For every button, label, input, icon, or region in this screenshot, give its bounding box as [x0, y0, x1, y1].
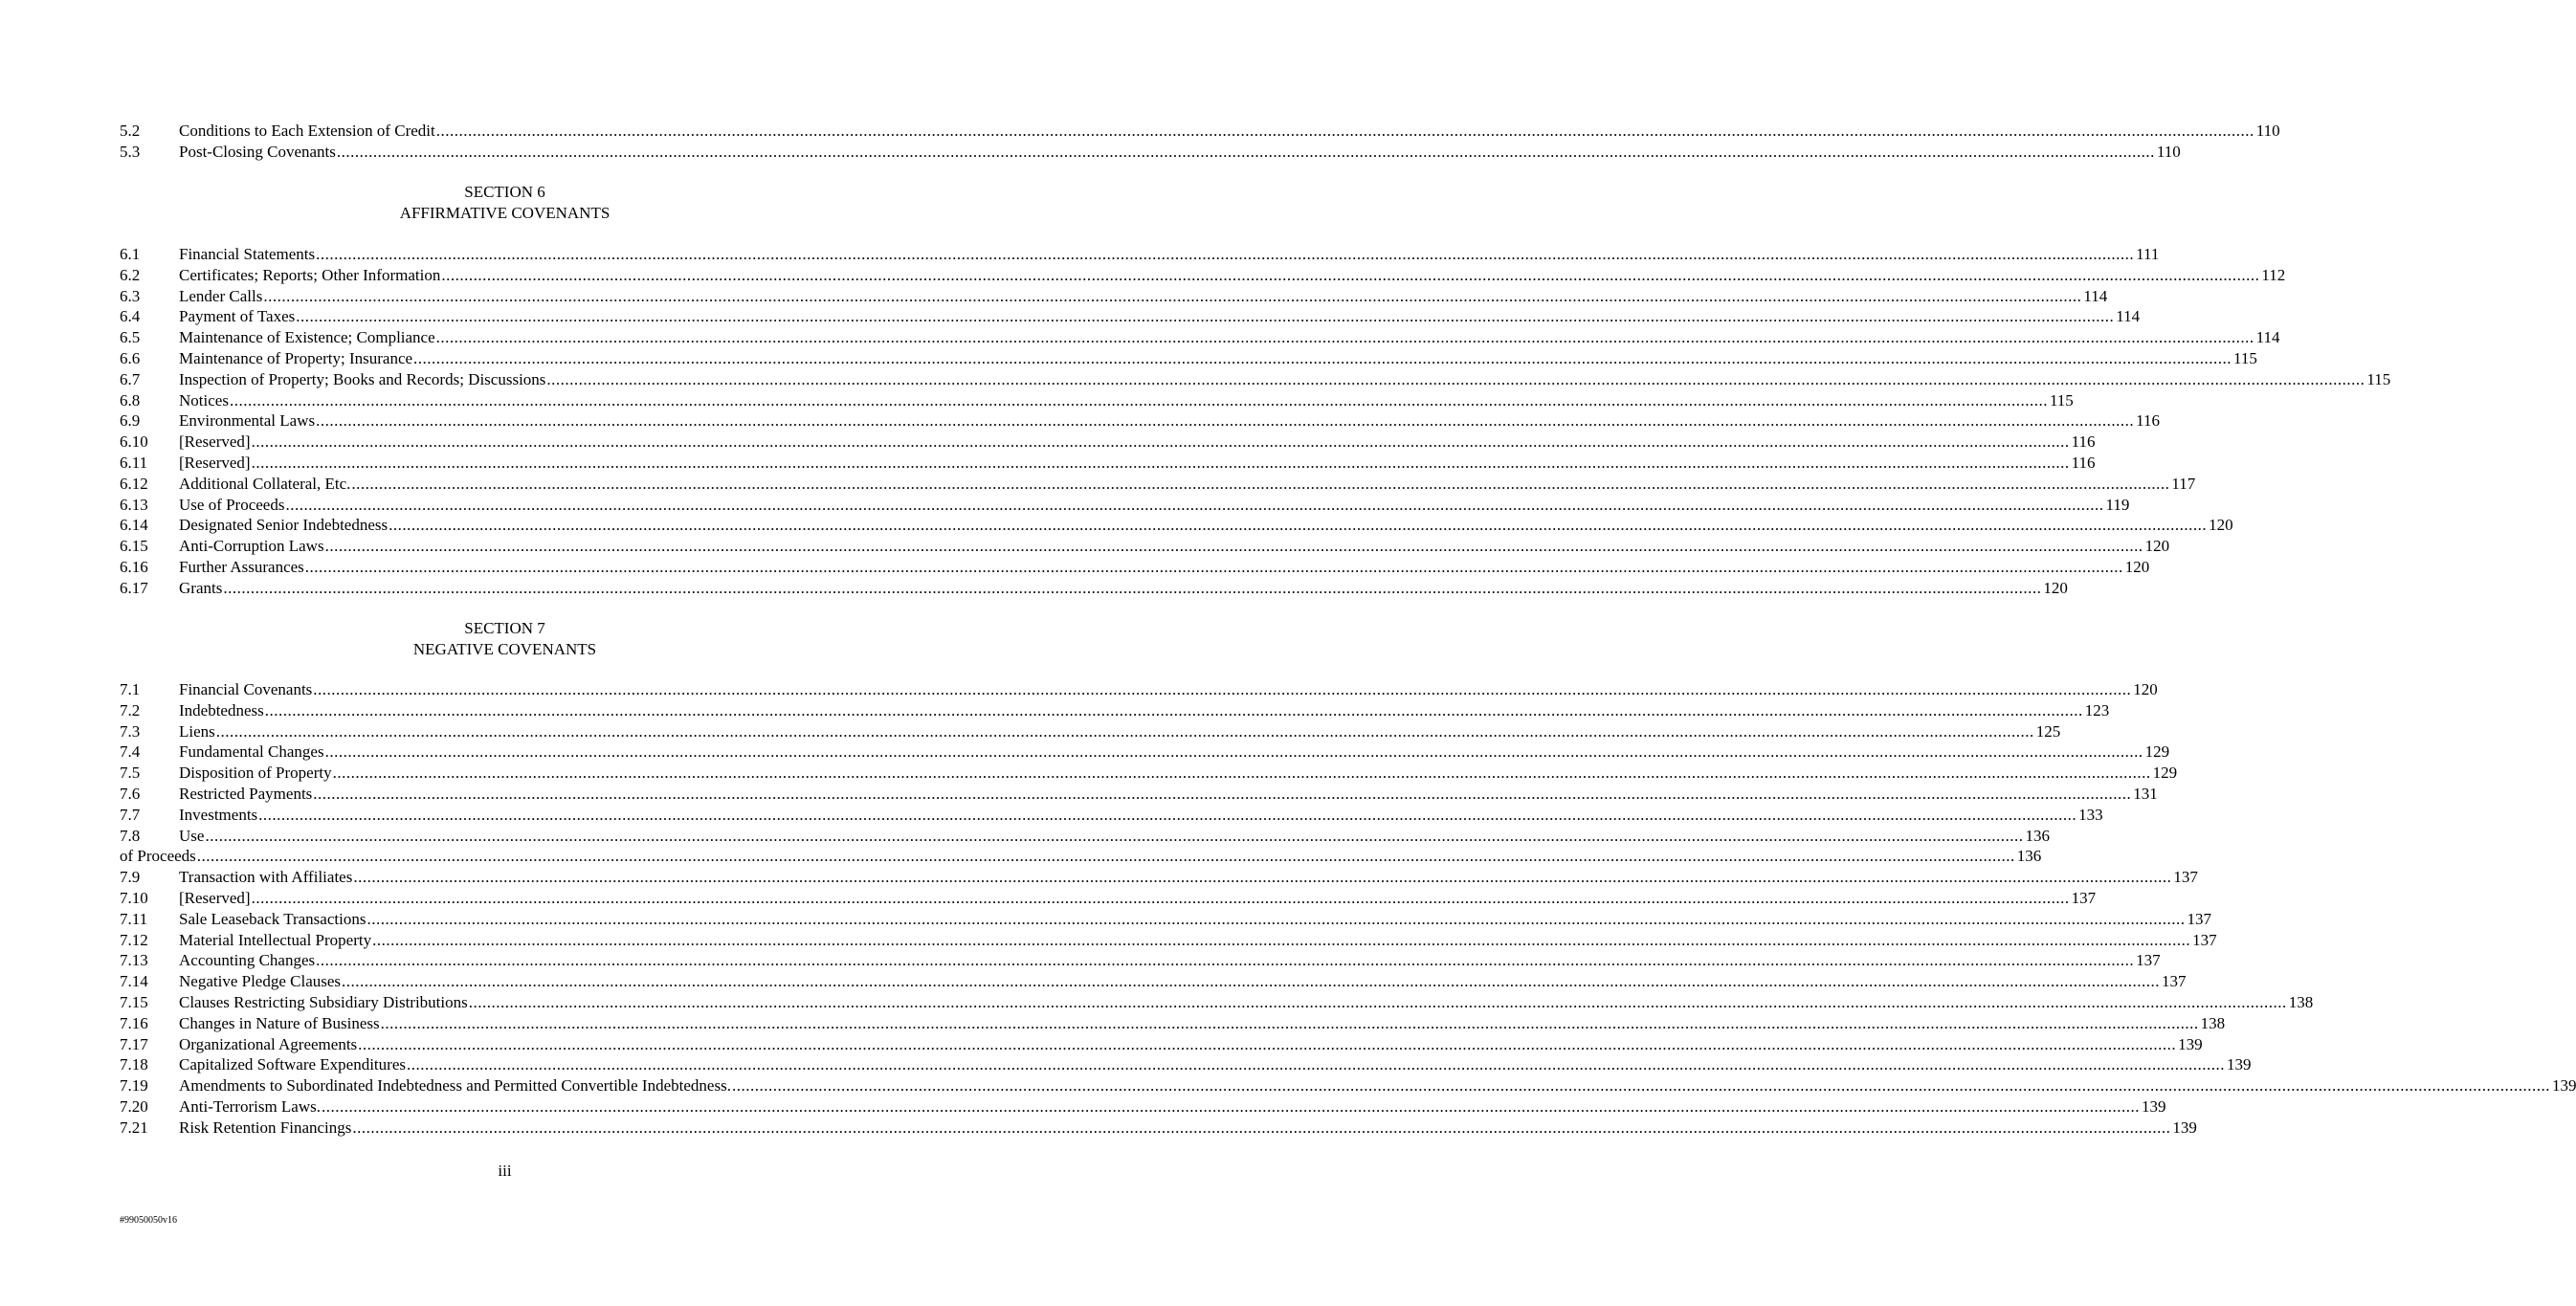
- toc-entry-line: [179, 700, 2110, 721]
- toc-entry-page: 116: [2071, 453, 2096, 472]
- dot-leader: ................................................................................................................................................................................................................................................................................................................................................................................................................: [358, 1034, 2177, 1053]
- section-6-label: SECTION 6: [464, 183, 545, 201]
- toc-entry-page: 116: [2136, 411, 2160, 431]
- toc-entry-number: 7.13: [120, 951, 148, 970]
- toc-entry-number: 6.4: [120, 307, 141, 326]
- toc-entry: [120, 992, 2314, 1013]
- toc-entry-title: [Reserved]: [179, 432, 251, 452]
- toc-entry-page: 129: [2144, 742, 2170, 762]
- dot-leader: ................................................................................................................................................................................................................................................................................................................................................................................................................: [316, 411, 2135, 431]
- toc-entry: [120, 515, 2233, 536]
- toc-entry-title: Transaction with Affiliates: [179, 868, 353, 887]
- toc-entry-number: 6.2: [120, 265, 141, 284]
- toc-entry-line: [179, 888, 2097, 909]
- toc-entry-line: [179, 763, 2178, 784]
- dot-leader: ................................................................................................................................................................................................................................................................................................................................................................................................................: [342, 972, 2161, 991]
- toc-entry: [120, 721, 2061, 742]
- toc-entry-title: Further Assurances: [179, 557, 304, 576]
- toc-entry-line: [179, 1075, 2576, 1096]
- toc-entry-page: 112: [2261, 265, 2286, 284]
- toc-entry-page: 137: [2162, 972, 2187, 991]
- dot-leader: ................................................................................................................................................................................................................................................................................................................................................................................................................: [285, 495, 2104, 514]
- toc-entry-line: [179, 474, 2196, 495]
- toc-entry-page: 139: [2172, 1118, 2197, 1137]
- toc-entry-line: [179, 265, 2286, 286]
- toc-entry: [120, 557, 2150, 578]
- toc-entry-title: Disposition of Property: [179, 764, 332, 783]
- toc-entry-title: Anti-Corruption Laws: [179, 537, 324, 556]
- toc-entry-number: 6.17: [120, 578, 148, 597]
- dot-leader: ................................................................................................................................................................................................................................................................................................................................................................................................................: [435, 328, 2254, 347]
- dot-leader: ................................................................................................................................................................................................................................................................................................................................................................................................................: [304, 557, 2123, 576]
- toc-entry: [120, 432, 2096, 453]
- toc-entry: [120, 971, 2187, 992]
- toc-entry-line: [179, 867, 2198, 888]
- toc-entry-page: 114: [2255, 328, 2280, 347]
- toc-entry-page: 137: [2187, 909, 2211, 928]
- toc-entry-page: 125: [2035, 721, 2061, 741]
- toc-entry-page: 114: [2116, 307, 2141, 326]
- dot-leader: ................................................................................................................................................................................................................................................................................................................................................................................................................: [413, 348, 2232, 367]
- toc-entry-page: 117: [2171, 474, 2196, 493]
- dot-leader: ................................................................................................................................................................................................................................................................................................................................................................................................................: [229, 390, 2048, 410]
- toc-entry: [120, 846, 2042, 867]
- toc-entry-number: 6.9: [120, 411, 141, 431]
- toc-entry-number: 6.14: [120, 516, 148, 535]
- toc-entry-number: 6.16: [120, 557, 148, 576]
- toc-entry-page: 120: [2124, 557, 2150, 576]
- toc-entry-number: 6.12: [120, 474, 148, 493]
- toc-entry-number: 7.18: [120, 1055, 148, 1074]
- toc-entry-number: 7.5: [120, 764, 141, 783]
- toc-entry-line: [179, 578, 2068, 599]
- toc-entry: [120, 867, 2198, 888]
- toc-entry-line: [179, 805, 2103, 826]
- dot-leader: ................................................................................................................................................................................................................................................................................................................................................................................................................: [263, 286, 2082, 305]
- toc-entry-number: 6.7: [120, 369, 141, 388]
- toc-entry-title: Maintenance of Property; Insurance: [179, 348, 413, 367]
- toc-group-5: [120, 121, 2280, 163]
- toc-entry-title: Restricted Payments: [179, 784, 313, 803]
- document-id: #99050050v16: [120, 1215, 177, 1226]
- toc-entry-page: 115: [2049, 390, 2074, 410]
- dot-leader: ................................................................................................................................................................................................................................................................................................................................................................................................................: [352, 1118, 2171, 1137]
- toc-entry: [120, 348, 2257, 369]
- toc-entry-title: Accounting Changes: [179, 951, 316, 970]
- toc-entry-title: Fundamental Changes: [179, 742, 324, 762]
- dot-leader: ................................................................................................................................................................................................................................................................................................................................................................................................................: [313, 784, 2132, 803]
- toc-entry-line: [179, 950, 2161, 971]
- toc-entry-page: 114: [2083, 286, 2108, 305]
- toc-entry-title: [Reserved]: [179, 453, 251, 472]
- toc-entry-page: 138: [2200, 1013, 2226, 1032]
- toc-entry: [120, 1096, 2166, 1118]
- toc-entry-page: 131: [2133, 784, 2158, 803]
- toc-entry-line: [179, 1054, 2252, 1075]
- toc-entry: [120, 1013, 2226, 1034]
- toc-entry-title: Inspection of Property; Books and Records; Discussions: [179, 369, 546, 388]
- toc-entry-page: 136: [2025, 826, 2050, 845]
- dot-leader: ................................................................................................................................................................................................................................................................................................................................................................................................................: [258, 805, 2077, 824]
- toc-entry: [120, 410, 2160, 432]
- toc-entry-number: 7.1: [120, 680, 141, 698]
- toc-entry-page: 136: [2016, 847, 2042, 866]
- toc-entry-line: [179, 306, 2141, 327]
- toc-entry: [120, 888, 2097, 909]
- toc-entry-title: Financial Statements: [179, 245, 316, 263]
- toc-entry: [120, 930, 2217, 951]
- toc-entry-title: Conditions to Each Extension of Credit: [179, 122, 435, 140]
- toc-entry: [120, 369, 2391, 390]
- dot-leader: ................................................................................................................................................................................................................................................................................................................................................................................................................: [205, 826, 2024, 845]
- toc-entry-title: Organizational Agreements: [179, 1034, 358, 1053]
- toc-entry-number: 6.15: [120, 537, 148, 556]
- toc-entry: [120, 742, 2170, 763]
- toc-entry-title: Clauses Restricting Subsidiary Distributions: [179, 992, 468, 1011]
- toc-entry-title: Capitalized Software Expenditures: [179, 1055, 406, 1074]
- dot-leader: ................................................................................................................................................................................................................................................................................................................................................................................................................: [251, 453, 2070, 472]
- toc-entry-number: 6.10: [120, 432, 148, 452]
- toc-entry-line: [179, 742, 2170, 763]
- toc-entry-title: Post-Closing Covenants: [179, 142, 336, 161]
- toc-entry-page: 110: [2255, 122, 2280, 140]
- toc-entry-number: 7.3: [120, 721, 141, 741]
- toc-entry-line: [179, 432, 2096, 453]
- toc-entry-number: 6.11: [120, 453, 148, 472]
- toc-entry-page: 110: [2156, 142, 2181, 161]
- toc-entry-title: Designated Senior Indebtedness: [179, 516, 389, 535]
- section-7-label: SECTION 7: [464, 619, 545, 637]
- toc-entry-line: [179, 327, 2280, 348]
- dot-leader: ................................................................................................................................................................................................................................................................................................................................................................................................................: [215, 721, 2034, 741]
- dot-leader: ................................................................................................................................................................................................................................................................................................................................................................................................................: [336, 142, 2155, 161]
- dot-leader: ................................................................................................................................................................................................................................................................................................................................................................................................................: [316, 951, 2135, 970]
- dot-leader: ................................................................................................................................................................................................................................................................................................................................................................................................................: [731, 1076, 2550, 1096]
- toc-entry-page: 137: [2192, 930, 2217, 949]
- dot-leader: ................................................................................................................................................................................................................................................................................................................................................................................................................: [251, 432, 2070, 452]
- toc-entry-number: 6.8: [120, 390, 141, 410]
- toc-entry-line: [179, 1118, 2197, 1139]
- toc-entry-number: 7.2: [120, 700, 141, 719]
- dot-leader: ................................................................................................................................................................................................................................................................................................................................................................................................................: [435, 122, 2254, 140]
- toc-entry-page: 137: [2136, 951, 2161, 970]
- toc-entry-title: Certificates; Reports; Other Information: [179, 265, 441, 284]
- dot-leader: ................................................................................................................................................................................................................................................................................................................................................................................................................: [296, 307, 2115, 326]
- toc-entry-line: [179, 721, 2061, 742]
- dot-leader: ................................................................................................................................................................................................................................................................................................................................................................................................................: [264, 700, 2083, 719]
- toc-entry-number: 7.15: [120, 992, 148, 1011]
- toc-entry-number: 7.6: [120, 784, 141, 803]
- toc-entry-page: 119: [2105, 495, 2130, 514]
- toc-entry-number: 7.21: [120, 1118, 148, 1137]
- toc-entry-number: 7.20: [120, 1096, 148, 1116]
- toc-entry-number: 6.6: [120, 348, 141, 367]
- dot-leader: ................................................................................................................................................................................................................................................................................................................................................................................................................: [372, 930, 2191, 949]
- toc-entry: [120, 474, 2196, 495]
- toc-entry-number: 7.19: [120, 1076, 148, 1096]
- toc-entry-title: Anti-Terrorism Laws.: [179, 1096, 321, 1116]
- dot-leader: ................................................................................................................................................................................................................................................................................................................................................................................................................: [324, 537, 2143, 556]
- toc-entry-number: 7.8: [120, 826, 141, 845]
- toc-entry: [120, 1075, 2576, 1096]
- toc-entry: [120, 536, 2170, 557]
- toc-entry-page: 120: [2209, 516, 2233, 535]
- toc-entry-number: 6.3: [120, 286, 141, 305]
- toc-entry-number: 7.7: [120, 805, 141, 824]
- toc-entry: [120, 453, 2096, 474]
- toc-entry-line: [179, 971, 2187, 992]
- toc-entry: [120, 950, 2161, 971]
- toc-entry-page: 111: [2136, 245, 2160, 263]
- toc-entry-page: 139: [2178, 1034, 2203, 1053]
- dot-leader: ................................................................................................................................................................................................................................................................................................................................................................................................................: [389, 516, 2208, 535]
- toc-entry-page: 115: [2366, 369, 2391, 388]
- toc-entry-number: 7.9: [120, 868, 141, 887]
- toc-entry-title: Additional Collateral, Etc.: [179, 474, 351, 493]
- toc-entry-number: 7.14: [120, 972, 148, 991]
- toc-entry-number: 7.10: [120, 888, 148, 907]
- toc-entry-line: [179, 1034, 2203, 1055]
- toc-entry-page: 129: [2152, 764, 2178, 783]
- toc-entry-title: Liens: [179, 721, 215, 741]
- toc-entry-line: [179, 909, 2211, 930]
- toc-entry-title: Payment of Taxes: [179, 307, 296, 326]
- dot-leader: ................................................................................................................................................................................................................................................................................................................................................................................................................: [223, 578, 2042, 597]
- toc-entry-page: 123: [2084, 700, 2110, 719]
- toc-entry-line: [179, 390, 2074, 411]
- toc-entry-title: Risk Retention Financings: [179, 1118, 352, 1137]
- toc-entry-title: Maintenance of Existence; Compliance: [179, 328, 435, 347]
- toc-entry: [120, 805, 2103, 826]
- dot-leader: ................................................................................................................................................................................................................................................................................................................................................................................................................: [546, 369, 2365, 388]
- toc-entry: [120, 306, 2141, 327]
- toc-entry-title: Notices: [179, 390, 229, 410]
- toc-entry: [120, 700, 2110, 721]
- section-6-title: AFFIRMATIVE COVENANTS: [399, 204, 611, 222]
- toc-entry-number: 5.2: [120, 122, 141, 140]
- toc-entry-number: 6.5: [120, 328, 141, 347]
- section-7-title: NEGATIVE COVENANTS: [412, 640, 597, 658]
- toc-entry-page: 120: [2043, 578, 2068, 597]
- toc-entry: [120, 1118, 2197, 1139]
- toc-entry-title: Amendments to Subordinated Indebtedness and Permitted Convertible Indebtedness.: [179, 1076, 731, 1096]
- toc-entry-line: [179, 826, 2050, 847]
- toc-entry-number: 7.11: [120, 909, 148, 928]
- toc-entry: [120, 390, 2074, 411]
- toc-entry-title: Negative Pledge Clauses: [179, 972, 342, 991]
- toc-entry-line: [179, 557, 2150, 578]
- toc-entry-line: [179, 495, 2130, 516]
- toc-entry-page: 120: [2144, 537, 2170, 556]
- toc-entry: [120, 286, 2108, 307]
- toc-entry-title: Environmental Laws: [179, 411, 316, 431]
- toc-entry-page: 139: [2226, 1055, 2252, 1074]
- toc-entry: [120, 495, 2130, 516]
- toc-entry-title: Use of Proceeds: [179, 495, 285, 514]
- toc-entry-page: 137: [2173, 868, 2198, 887]
- toc-entry-title: Use: [179, 826, 205, 845]
- toc-entry-line: [179, 1013, 2226, 1034]
- dot-leader: ................................................................................................................................................................................................................................................................................................................................................................................................................: [380, 1013, 2199, 1032]
- toc-entry: [120, 763, 2178, 784]
- toc-entry-line: [179, 286, 2108, 307]
- toc-entry: [120, 784, 2158, 805]
- toc-entry-number: 6.1: [120, 245, 141, 263]
- toc-entry-line: [179, 992, 2314, 1013]
- dot-leader: ................................................................................................................................................................................................................................................................................................................................................................................................................: [468, 992, 2287, 1011]
- toc-entry-line: [179, 348, 2257, 369]
- toc-entry: [120, 826, 2050, 847]
- dot-leader: ................................................................................................................................................................................................................................................................................................................................................................................................................: [251, 888, 2070, 907]
- toc-entry-number: 6.13: [120, 495, 148, 514]
- toc-entry-title: Financial Covenants: [179, 680, 313, 698]
- toc-entry-title: Investments: [179, 805, 258, 824]
- toc-entry-line: [120, 846, 2042, 867]
- toc-entry-page: 116: [2071, 432, 2096, 452]
- toc-entry: [120, 265, 2286, 286]
- toc-entry-title: Lender Calls: [179, 286, 263, 305]
- toc-entry-title: Grants: [179, 578, 223, 597]
- toc-entry-title: Indebtedness: [179, 700, 264, 719]
- toc-entry-title: of Proceeds: [120, 847, 196, 866]
- toc-group-7: [120, 679, 2576, 1139]
- dot-leader: ................................................................................................................................................................................................................................................................................................................................................................................................................: [316, 245, 2135, 263]
- dot-leader: ................................................................................................................................................................................................................................................................................................................................................................................................................: [313, 680, 2132, 698]
- dot-leader: ................................................................................................................................................................................................................................................................................................................................................................................................................: [366, 909, 2186, 928]
- toc-entry-page: 137: [2071, 888, 2097, 907]
- toc-entry-line: [179, 679, 2158, 700]
- toc-entry: [120, 142, 2181, 163]
- dot-leader: ................................................................................................................................................................................................................................................................................................................................................................................................................: [351, 474, 2170, 493]
- toc-entry-page: 139: [2142, 1096, 2166, 1116]
- toc-entry-line: [179, 121, 2280, 142]
- toc-entry-page: 115: [2233, 348, 2257, 367]
- toc-entry-number: 7.16: [120, 1013, 148, 1032]
- toc-entry-title: Sale Leaseback Transactions: [179, 909, 366, 928]
- toc-entry-page: 138: [2288, 992, 2314, 1011]
- dot-leader: ................................................................................................................................................................................................................................................................................................................................................................................................................: [332, 764, 2151, 783]
- dot-leader: ................................................................................................................................................................................................................................................................................................................................................................................................................: [353, 868, 2172, 887]
- toc-entry-line: [179, 142, 2181, 163]
- toc-entry-page: 120: [2133, 680, 2158, 698]
- toc-group-6: [120, 244, 2391, 599]
- toc-entry-line: [179, 784, 2158, 805]
- toc-entry: [120, 1054, 2252, 1075]
- toc-entry-number: 7.17: [120, 1034, 148, 1053]
- toc-entry-number: 5.3: [120, 142, 141, 161]
- toc-entry-line: [179, 515, 2233, 536]
- toc-entry: [120, 909, 2211, 930]
- dot-leader: ................................................................................................................................................................................................................................................................................................................................................................................................................: [406, 1055, 2225, 1074]
- toc-entry: [120, 578, 2068, 599]
- toc-entry: [120, 679, 2158, 700]
- toc-entry-number: 7.4: [120, 742, 141, 762]
- toc-entry-line: [179, 410, 2160, 432]
- toc-entry: [120, 327, 2280, 348]
- dot-leader: ................................................................................................................................................................................................................................................................................................................................................................................................................: [196, 847, 2015, 866]
- toc-entry: [120, 244, 2160, 265]
- toc-entry-line: [179, 369, 2391, 390]
- toc-entry: [120, 121, 2280, 142]
- page-number: iii: [498, 1162, 512, 1180]
- toc-entry-title: Changes in Nature of Business: [179, 1013, 380, 1032]
- toc-entry-page: 133: [2078, 805, 2103, 824]
- toc-entry-line: [179, 453, 2096, 474]
- toc-entry-line: [179, 536, 2170, 557]
- toc-entry-line: [179, 244, 2160, 265]
- toc-entry-line: [179, 930, 2217, 951]
- toc-entry-line: [179, 1096, 2166, 1118]
- dot-leader: ................................................................................................................................................................................................................................................................................................................................................................................................................: [322, 1096, 2140, 1116]
- dot-leader: ................................................................................................................................................................................................................................................................................................................................................................................................................: [441, 265, 2260, 284]
- toc-entry: [120, 1034, 2203, 1055]
- toc-entry-title: [Reserved]: [179, 888, 251, 907]
- toc-entry-title: Material Intellectual Property: [179, 930, 372, 949]
- toc-entry-number: 7.12: [120, 930, 148, 949]
- toc-entry-page: 139: [2551, 1076, 2576, 1096]
- dot-leader: ................................................................................................................................................................................................................................................................................................................................................................................................................: [324, 742, 2143, 762]
